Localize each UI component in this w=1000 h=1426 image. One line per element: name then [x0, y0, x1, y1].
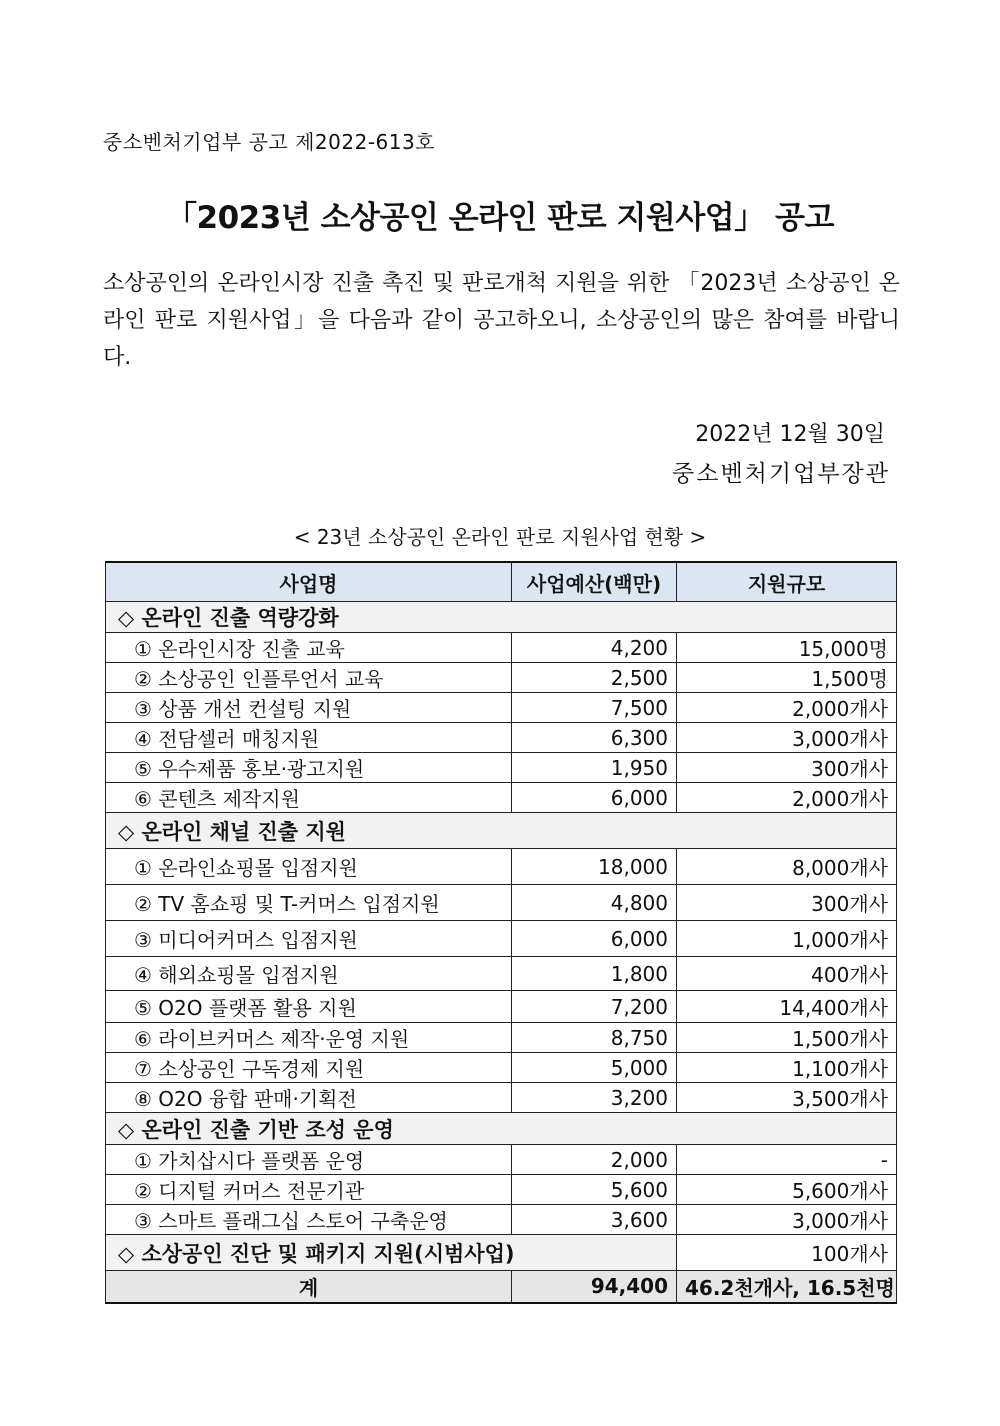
- table-row: [106, 921, 897, 957]
- table-body: [106, 602, 897, 1303]
- table-row: [106, 991, 897, 1023]
- total-scale: 46.2천개사, 16.5천명: [677, 1271, 897, 1303]
- program-budget: 5,600: [512, 1175, 677, 1205]
- section-title: ◇ 온라인 진출 기반 조성 운영: [106, 1113, 897, 1145]
- table-row: [106, 723, 897, 753]
- program-name: ③ 스마트 플래그십 스토어 구축운영: [106, 1205, 512, 1235]
- program-budget: 7,500: [512, 693, 677, 723]
- table-row: [106, 753, 897, 783]
- program-scale: 14,400개사: [677, 991, 897, 1023]
- table-row: [106, 693, 897, 723]
- program-name: ⑧ O2O 융합 판매·기획전: [106, 1083, 512, 1113]
- program-scale: 5,600개사: [677, 1175, 897, 1205]
- program-scale: 1,500명: [677, 663, 897, 693]
- page-title: 「2023년 소상공인 온라인 판로 지원사업」 공고: [166, 200, 834, 236]
- program-budget: 3,600: [512, 1205, 677, 1235]
- program-budget: 2,500: [512, 663, 677, 693]
- program-budget: 2,000: [512, 1145, 677, 1175]
- program-budget: 6,000: [512, 921, 677, 957]
- program-name: ⑦ 소상공인 구독경제 지원: [106, 1053, 512, 1083]
- header-budget: 사업예산(백만): [512, 562, 677, 602]
- pilot-scale: 100개사: [677, 1235, 897, 1271]
- program-budget: 4,200: [512, 633, 677, 663]
- program-name: ⑤ O2O 플랫폼 활용 지원: [106, 991, 512, 1023]
- total-row: [106, 1271, 897, 1303]
- program-scale: -: [677, 1145, 897, 1175]
- program-scale: 15,000명: [677, 633, 897, 663]
- program-scale: 2,000개사: [677, 693, 897, 723]
- pilot-title: ◇ 소상공인 진단 및 패키지 지원(시범사업): [106, 1235, 677, 1271]
- program-name: ① 온라인시장 진출 교육: [106, 633, 512, 663]
- program-budget: 4,800: [512, 885, 677, 921]
- table-row: [106, 783, 897, 813]
- program-name: ⑥ 콘텐츠 제작지원: [106, 783, 512, 813]
- program-scale: 300개사: [677, 753, 897, 783]
- program-budget: 3,200: [512, 1083, 677, 1113]
- program-scale: 3,000개사: [677, 1205, 897, 1235]
- program-status-table: [105, 561, 897, 1304]
- section-row: [106, 813, 897, 849]
- program-budget: 6,300: [512, 723, 677, 753]
- program-budget: 6,000: [512, 783, 677, 813]
- section-row: [106, 1113, 897, 1145]
- section-row: [106, 602, 897, 633]
- program-name: ① 온라인쇼핑몰 입점지원: [106, 849, 512, 885]
- program-budget: 5,000: [512, 1053, 677, 1083]
- total-label: 계: [106, 1271, 512, 1303]
- program-name: ③ 미디어커머스 입점지원: [106, 921, 512, 957]
- table-header-row: [106, 562, 897, 602]
- program-scale: 8,000개사: [677, 849, 897, 885]
- program-scale: 400개사: [677, 957, 897, 991]
- section-title: ◇ 온라인 채널 진출 지원: [106, 813, 897, 849]
- header-program-name: 사업명: [106, 562, 512, 602]
- program-scale: 2,000개사: [677, 783, 897, 813]
- program-scale: 300개사: [677, 885, 897, 921]
- program-budget: 1,950: [512, 753, 677, 783]
- program-scale: 3,500개사: [677, 1083, 897, 1113]
- table-row: [106, 885, 897, 921]
- program-name: ① 가치삽시다 플랫폼 운영: [106, 1145, 512, 1175]
- table-row: [106, 957, 897, 991]
- issuer-name: 중소벤처기업부장관: [672, 461, 890, 487]
- table-row: [106, 1053, 897, 1083]
- program-name: ② 소상공인 인플루언서 교육: [106, 663, 512, 693]
- total-budget: 94,400: [512, 1271, 677, 1303]
- table-row: [106, 663, 897, 693]
- program-name: ⑥ 라이브커머스 제작·운영 지원: [106, 1023, 512, 1053]
- pilot-row: [106, 1235, 897, 1271]
- table-row: [106, 633, 897, 663]
- program-name: ④ 전담셀러 매칭지원: [106, 723, 512, 753]
- program-budget: 1,800: [512, 957, 677, 991]
- table-row: [106, 1023, 897, 1053]
- announcement-date: 2022년 12월 30일: [695, 422, 885, 447]
- program-scale: 1,100개사: [677, 1053, 897, 1083]
- header-scale: 지원규모: [677, 562, 897, 602]
- program-name: ② TV 홈쇼핑 및 T-커머스 입점지원: [106, 885, 512, 921]
- program-name: ③ 상품 개선 컨설팅 지원: [106, 693, 512, 723]
- table-row: [106, 849, 897, 885]
- program-scale: 1,500개사: [677, 1023, 897, 1053]
- program-budget: 18,000: [512, 849, 677, 885]
- program-name: ④ 해외쇼핑몰 입점지원: [106, 957, 512, 991]
- announcement-body: 소상공인의 온라인시장 진출 촉진 및 판로개척 지원을 위한 「2023년 소상공인 온라인 판로 지원사업」을 다음과 같이 공고하오니, 소상공인의 많은 참여를 바랍니다.: [103, 271, 900, 370]
- program-budget: 8,750: [512, 1023, 677, 1053]
- program-name: ⑤ 우수제품 홍보·광고지원: [106, 753, 512, 783]
- program-name: ② 디지털 커머스 전문기관: [106, 1175, 512, 1205]
- program-budget: 7,200: [512, 991, 677, 1023]
- table-row: [106, 1205, 897, 1235]
- table-caption: < 23년 소상공인 온라인 판로 지원사업 현황 >: [293, 525, 707, 549]
- section-title: ◇ 온라인 진출 역량강화: [106, 602, 897, 633]
- program-scale: 1,000개사: [677, 921, 897, 957]
- table-row: [106, 1145, 897, 1175]
- document-number: 중소벤처기업부 공고 제2022-613호: [103, 130, 436, 154]
- program-scale: 3,000개사: [677, 723, 897, 753]
- table-row: [106, 1083, 897, 1113]
- table-row: [106, 1175, 897, 1205]
